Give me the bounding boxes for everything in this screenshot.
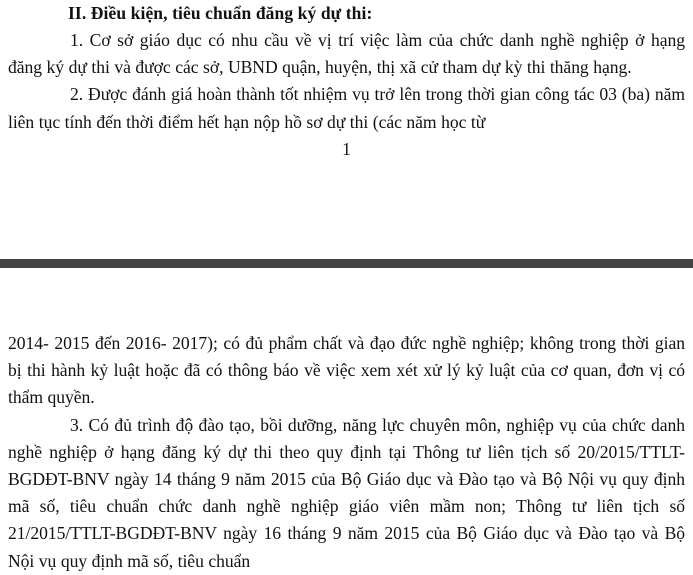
paragraph-3: 3. Có đủ trình độ đào tạo, bồi dưỡng, năng lực chuyên môn, nghiệp vụ của chức danh nghề nghiệp ở hạng đăng ký dự thi theo quy định tại Thông tư liên tịch số 20/2015/TTLT-BGDĐT-BNV ngày 14 tháng 9 năm 2015 của Bộ Giáo dục và Đào tạo và Bộ Nội vụ quy định mã số, tiêu chuẩn chức danh nghề nghiệp giáo viên mầm non; Thông tư liên tịch số 21/2015/TTLT-BGDĐT-BNV ngày 16 tháng 9 năm 2015 của Bộ Giáo dục và Đào tạo và Bộ Nội vụ quy định mã số, tiêu chuẩn [8, 414, 685, 571]
document-page-2 [0, 330, 693, 575]
section-heading: II. Điều kiện, tiêu chuẩn đăng ký dự thi: [68, 3, 373, 23]
document-page-1 [0, 0, 693, 163]
paragraph-2: 2. Được đánh giá hoàn thành tốt nhiệm vụ trở lên trong thời gian công tác 03 (ba) năm liên tục tính đến thời điểm hết hạn nộp hồ sơ dự thi (các năm học từ [8, 84, 685, 132]
page-number-footer: 1 [342, 138, 351, 159]
page-break-separator [0, 259, 693, 268]
paragraph-1: 1. Cơ sở giáo dục có nhu cầu về vị trí việc làm của chức danh nghề nghiệp ở hạng đăng ký dự thi và được các sở, UBND quận, huyện, thị xã cử tham dự kỳ thi thăng hạng. [8, 30, 685, 78]
paragraph-2-continued: 2014- 2015 đến 2016- 2017); có đủ phẩm chất và đạo đức nghề nghiệp; không trong thời gian bị thi hành kỷ luật hoặc đã có thông báo về việc xem xét xử lý kỷ luật của cơ quan, đơn vị có thẩm quyền. [8, 333, 685, 408]
